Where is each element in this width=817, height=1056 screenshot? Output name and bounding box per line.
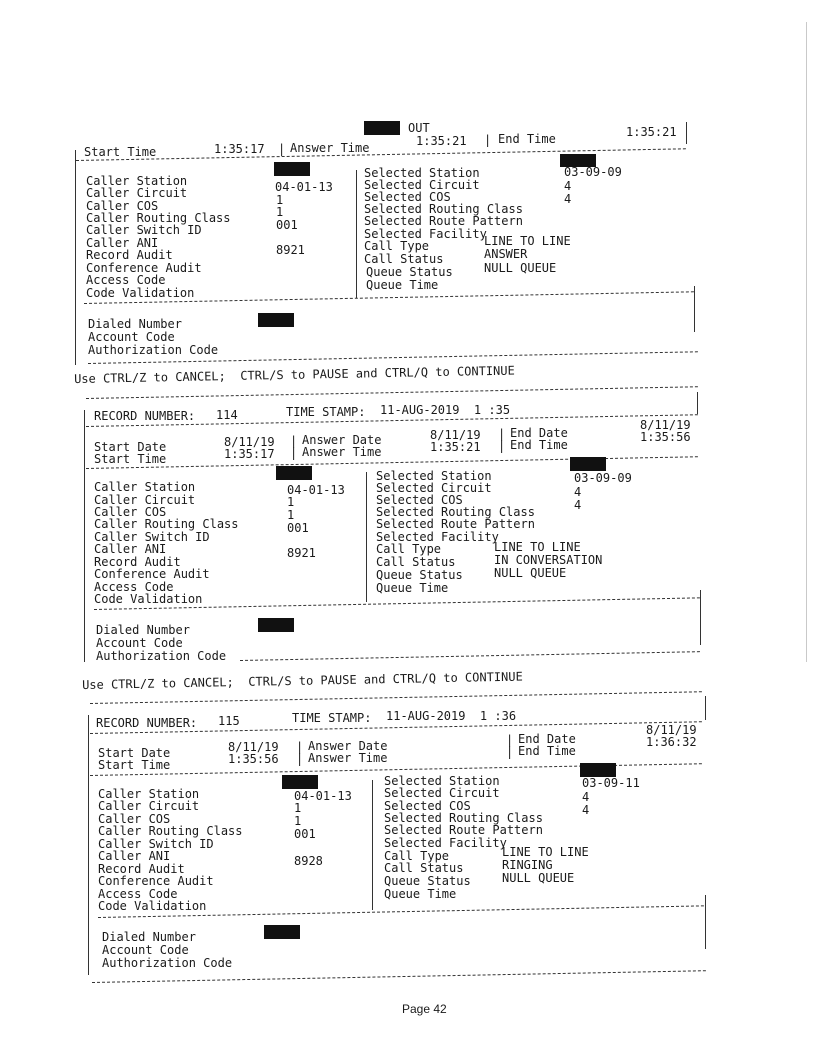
right-border xyxy=(700,590,701,645)
selected-station-label: Selected Station xyxy=(384,774,500,788)
end-time-value: 1:35:56 xyxy=(640,430,691,444)
queue-time-label: Queue Time xyxy=(376,581,449,595)
caller-circuit-label: Caller Circuit xyxy=(98,799,200,813)
conference-audit-label: Conference Audit xyxy=(94,567,210,581)
redaction-box xyxy=(258,313,294,327)
end-time-value: 1:36:32 xyxy=(646,735,697,749)
start-date-value: 8/11/19 xyxy=(224,435,275,449)
right-border xyxy=(705,696,706,720)
divider xyxy=(92,970,706,983)
selected-circuit-label: Selected Circuit xyxy=(364,178,480,192)
selected-cos-value: 4 xyxy=(574,485,582,499)
caller-cos-value: 1 xyxy=(294,801,302,815)
caller-switch-id-label: Caller Switch ID xyxy=(94,530,210,544)
queue-status-label: Queue Status xyxy=(366,265,453,279)
call-status-label: Call Status xyxy=(384,861,464,875)
right-border xyxy=(694,286,695,332)
caller-circuit-label: Caller Circuit xyxy=(86,186,188,200)
caller-station-label: Caller Station xyxy=(98,787,200,801)
call-status-label: Call Status xyxy=(364,252,444,266)
selected-cos-label: Selected COS xyxy=(376,493,463,507)
caller-circuit-value: 04-01-13 xyxy=(294,789,352,803)
caller-switch-id-label: Caller Switch ID xyxy=(86,223,202,237)
right-border xyxy=(705,895,706,949)
divider xyxy=(240,651,700,661)
access-code-label: Access Code xyxy=(98,887,178,901)
column-divider xyxy=(356,170,357,298)
ctrl-prompt: Use CTRL/Z to CANCEL; CTRL/S to PAUSE and CTRL/Q to CONTINUE xyxy=(73,363,515,386)
redaction-box xyxy=(274,162,310,176)
redaction-box xyxy=(570,457,606,471)
start-time-label: Start Time xyxy=(98,758,171,772)
selected-routing-value: 4 xyxy=(582,803,590,817)
divider xyxy=(86,456,698,469)
call-status-value: RINGING xyxy=(502,858,553,872)
answer-time-label: Answer Time xyxy=(308,751,388,765)
redaction-box xyxy=(580,763,616,777)
call-type-label: Call Type xyxy=(376,542,442,556)
answer-date-label: Answer Date xyxy=(308,739,388,753)
call-type-label: Call Type xyxy=(364,239,430,253)
answer-time-label: Answer Time xyxy=(290,141,370,155)
caller-station-label: Caller Station xyxy=(94,480,196,494)
answer-date-value: 8/11/19 xyxy=(430,428,481,442)
end-time-label: End Time xyxy=(518,744,576,758)
call-type-value: LINE TO LINE xyxy=(502,845,589,859)
selected-route-pattern-label: Selected Route Pattern xyxy=(384,823,543,837)
ctrl-prompt: Use CTRL/Z to CANCEL; CTRL/S to PAUSE and CTRL/Q to CONTINUE xyxy=(81,669,523,692)
end-time-label: End Time xyxy=(510,438,568,452)
record-number-label: RECORD NUMBER: xyxy=(96,716,198,730)
column-divider xyxy=(366,472,367,602)
divider xyxy=(86,386,698,399)
start-time-value: 1:35:17 xyxy=(224,447,275,461)
divider xyxy=(90,691,702,704)
call-type-label: Call Type xyxy=(384,849,450,863)
queue-status-value: NULL QUEUE xyxy=(484,261,557,275)
selected-station-label: Selected Station xyxy=(376,469,492,483)
code-validation-label: Code Validation xyxy=(86,286,195,300)
call-status-label: Call Status xyxy=(376,555,456,569)
caller-routing-class-value: 1 xyxy=(276,205,284,219)
conference-audit-label: Conference Audit xyxy=(86,261,202,275)
selected-circuit-value: 03-09-09 xyxy=(564,165,622,179)
right-border xyxy=(686,122,687,144)
answer-date-label: Answer Date xyxy=(302,433,382,447)
redaction-box xyxy=(258,618,294,632)
dialed-number-label: Dialed Number xyxy=(96,623,190,637)
record-audit-value: 8928 xyxy=(294,854,323,868)
selected-routing-class-label: Selected Routing Class xyxy=(384,811,543,825)
end-time-value: 1:35:21 xyxy=(626,125,677,139)
caller-switch-id-value: 001 xyxy=(276,218,298,232)
caller-circuit-value: 04-01-13 xyxy=(275,180,333,194)
code-validation-label: Code Validation xyxy=(94,592,203,606)
end-date-label: End Date xyxy=(510,426,568,440)
time-stamp-label: TIME STAMP: xyxy=(286,405,366,419)
access-code-label: Access Code xyxy=(86,273,166,287)
conference-audit-label: Conference Audit xyxy=(98,874,214,888)
start-date-value: 8/11/19 xyxy=(228,740,279,754)
dialed-number-label: Dialed Number xyxy=(102,930,196,944)
left-border xyxy=(84,410,85,662)
selected-routing-value: 4 xyxy=(564,192,572,206)
caller-ani-label: Caller ANI xyxy=(94,542,167,556)
selected-facility-label: Selected Facility xyxy=(384,836,507,850)
end-date-value: 8/11/19 xyxy=(646,723,697,737)
selected-routing-class-label: Selected Routing Class xyxy=(376,505,535,519)
redaction-box xyxy=(364,121,400,135)
selected-cos-label: Selected COS xyxy=(364,190,451,204)
redaction-box xyxy=(276,466,312,480)
caller-routing-class-label: Caller Routing Class xyxy=(86,211,231,225)
right-border xyxy=(697,392,698,414)
record-number-value: 115 xyxy=(218,714,240,728)
caller-circuit-label: Caller Circuit xyxy=(94,493,196,507)
account-code-label: Account Code xyxy=(88,330,175,344)
time-stamp-value: 11-AUG-2019 1 :35 xyxy=(380,403,511,417)
end-time-label: End Time xyxy=(498,132,556,146)
record-number-label: RECORD NUMBER: xyxy=(94,409,196,423)
end-date-value: 8/11/19 xyxy=(640,418,691,432)
authorization-code-label: Authorization Code xyxy=(102,956,233,970)
call-status-value: IN CONVERSATION xyxy=(494,553,603,567)
selected-circuit-value: 03-09-09 xyxy=(574,471,632,485)
caller-switch-id-value: 001 xyxy=(294,827,316,841)
page-edge-shadow xyxy=(806,22,807,662)
start-date-label: Start Date xyxy=(98,746,171,760)
selected-circuit-value: 03-09-11 xyxy=(582,776,640,790)
record-audit-value: 8921 xyxy=(276,243,305,257)
caller-cos-label: Caller COS xyxy=(94,505,167,519)
queue-status-value: NULL QUEUE xyxy=(502,871,575,885)
selected-facility-label: Selected Facility xyxy=(376,530,499,544)
selected-circuit-label: Selected Circuit xyxy=(376,481,492,495)
caller-ani-label: Caller ANI xyxy=(86,236,159,250)
call-type-value: LINE TO LINE xyxy=(494,540,581,554)
selected-routing-class-label: Selected Routing Class xyxy=(364,202,523,216)
selected-route-pattern-label: Selected Route Pattern xyxy=(376,517,535,531)
code-validation-label: Code Validation xyxy=(98,899,207,913)
redaction-box xyxy=(282,775,318,789)
caller-switch-id-value: 001 xyxy=(287,521,309,535)
selected-facility-label: Selected Facility xyxy=(364,227,487,241)
end-date-label: End Date xyxy=(518,732,576,746)
answer-time-value: 1:35:21 xyxy=(430,440,481,454)
time-stamp-value: 11-AUG-2019 1 :36 xyxy=(386,709,517,723)
authorization-code-label: Authorization Code xyxy=(96,649,227,663)
caller-cos-value: 1 xyxy=(276,193,284,207)
caller-routing-class-label: Caller Routing Class xyxy=(94,517,239,531)
selected-route-pattern-label: Selected Route Pattern xyxy=(364,214,523,228)
authorization-code-label: Authorization Code xyxy=(88,343,219,357)
column-divider xyxy=(372,780,373,910)
caller-routing-class-value: 1 xyxy=(287,508,295,522)
selected-cos-label: Selected COS xyxy=(384,799,471,813)
page-number: Page 42 xyxy=(402,1002,447,1016)
record-number-value: 114 xyxy=(216,408,238,422)
account-code-label: Account Code xyxy=(96,636,183,650)
dialed-number-label: Dialed Number xyxy=(88,317,182,331)
record-audit-label: Record Audit xyxy=(98,862,185,876)
caller-station-label: Caller Station xyxy=(86,174,188,188)
record-audit-label: Record Audit xyxy=(94,555,181,569)
time-stamp-label: TIME STAMP: xyxy=(292,711,372,725)
queue-status-label: Queue Status xyxy=(384,874,471,888)
selected-cos-value: 4 xyxy=(564,179,572,193)
caller-cos-label: Caller COS xyxy=(86,199,159,213)
start-time-label: Start Time xyxy=(94,452,167,466)
queue-time-label: Queue Time xyxy=(366,278,439,292)
call-type-value: LINE TO LINE xyxy=(484,234,571,248)
selected-circuit-label: Selected Circuit xyxy=(384,786,500,800)
answer-time-value: 1:35:21 xyxy=(416,134,467,148)
caller-switch-id-label: Caller Switch ID xyxy=(98,837,214,851)
caller-circuit-value: 04-01-13 xyxy=(287,483,345,497)
start-time-label: Start Time xyxy=(84,145,157,159)
queue-status-label: Queue Status xyxy=(376,568,463,582)
caller-ani-label: Caller ANI xyxy=(98,849,171,863)
queue-time-label: Queue Time xyxy=(384,887,457,901)
caller-routing-class-label: Caller Routing Class xyxy=(98,824,243,838)
queue-status-value: NULL QUEUE xyxy=(494,566,567,580)
record-audit-value: 8921 xyxy=(287,546,316,560)
start-time-value: 1:35:17 xyxy=(214,142,265,156)
selected-routing-value: 4 xyxy=(574,498,582,512)
direction-label: OUT xyxy=(408,121,430,135)
answer-time-label: Answer Time xyxy=(302,445,382,459)
call-status-value: ANSWER xyxy=(484,247,528,261)
start-time-value: 1:35:56 xyxy=(228,752,279,766)
caller-cos-label: Caller COS xyxy=(98,812,171,826)
left-border xyxy=(75,150,76,365)
redaction-box xyxy=(264,925,300,939)
selected-cos-value: 4 xyxy=(582,790,590,804)
access-code-label: Access Code xyxy=(94,580,174,594)
start-date-label: Start Date xyxy=(94,440,167,454)
record-audit-label: Record Audit xyxy=(86,248,173,262)
selected-station-label: Selected Station xyxy=(364,166,480,180)
left-border xyxy=(88,715,89,975)
account-code-label: Account Code xyxy=(102,943,189,957)
caller-cos-value: 1 xyxy=(287,495,295,509)
caller-routing-class-value: 1 xyxy=(294,814,302,828)
